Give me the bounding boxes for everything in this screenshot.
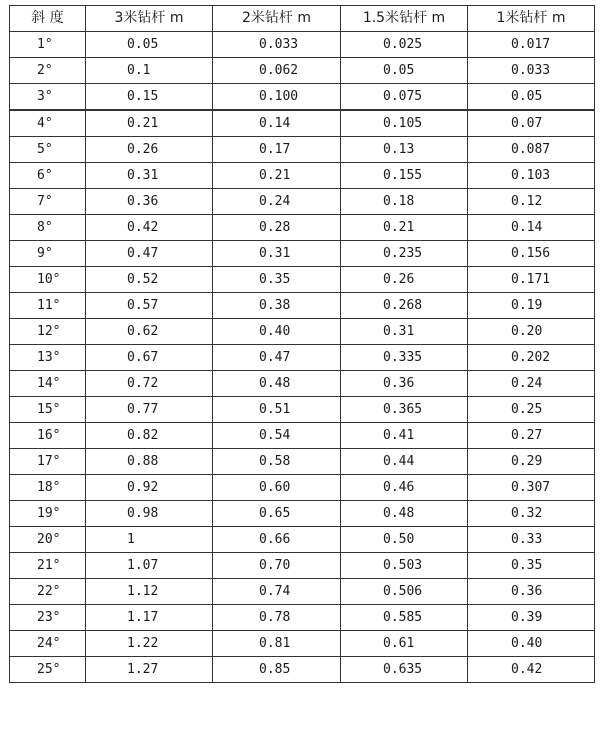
- table-row: [10, 32, 595, 58]
- slope-cell: 15°: [10, 397, 86, 423]
- header-3m-rod: 3米钻杆 m: [86, 6, 213, 32]
- rod-1m-cell: 0.103: [468, 163, 595, 189]
- rod-3m-cell: 1.17: [86, 605, 213, 631]
- table-row: [10, 397, 595, 423]
- rod-2m-cell: 0.14: [213, 110, 341, 137]
- slope-cell: 8°: [10, 215, 86, 241]
- rod-3m-cell: 1.27: [86, 657, 213, 683]
- table-row: [10, 423, 595, 449]
- rod-1m-cell: 0.033: [468, 58, 595, 84]
- table-row: [10, 579, 595, 605]
- slope-cell: 10°: [10, 267, 86, 293]
- table-row: [10, 267, 595, 293]
- table-row: [10, 84, 595, 111]
- table-body: [10, 32, 595, 683]
- rod-1-5m-cell: 0.075: [341, 84, 468, 111]
- rod-2m-cell: 0.70: [213, 553, 341, 579]
- rod-3m-cell: 0.92: [86, 475, 213, 501]
- rod-3m-cell: 0.42: [86, 215, 213, 241]
- rod-3m-cell: 1.07: [86, 553, 213, 579]
- table-row: [10, 241, 595, 267]
- rod-2m-cell: 0.28: [213, 215, 341, 241]
- slope-cell: 7°: [10, 189, 86, 215]
- rod-1m-cell: 0.35: [468, 553, 595, 579]
- table-row: [10, 58, 595, 84]
- rod-3m-cell: 0.05: [86, 32, 213, 58]
- rod-2m-cell: 0.31: [213, 241, 341, 267]
- table-row: [10, 293, 595, 319]
- table-row: [10, 345, 595, 371]
- rod-2m-cell: 0.78: [213, 605, 341, 631]
- rod-1m-cell: 0.27: [468, 423, 595, 449]
- rod-2m-cell: 0.85: [213, 657, 341, 683]
- rod-1m-cell: 0.156: [468, 241, 595, 267]
- rod-3m-cell: 0.21: [86, 110, 213, 137]
- rod-1m-cell: 0.202: [468, 345, 595, 371]
- rod-1-5m-cell: 0.46: [341, 475, 468, 501]
- slope-cell: 16°: [10, 423, 86, 449]
- rod-1m-cell: 0.05: [468, 84, 595, 111]
- rod-3m-cell: 0.26: [86, 137, 213, 163]
- rod-2m-cell: 0.100: [213, 84, 341, 111]
- slope-cell: 20°: [10, 527, 86, 553]
- rod-2m-cell: 0.58: [213, 449, 341, 475]
- table-row: [10, 475, 595, 501]
- header-1-5m-rod: 1.5米钻杆 m: [341, 6, 468, 32]
- rod-1m-cell: 0.307: [468, 475, 595, 501]
- slope-cell: 13°: [10, 345, 86, 371]
- rod-3m-cell: 0.47: [86, 241, 213, 267]
- table-row: [10, 657, 595, 683]
- rod-2m-cell: 0.81: [213, 631, 341, 657]
- header-2m-rod: 2米钻杆 m: [213, 6, 341, 32]
- rod-3m-cell: 0.98: [86, 501, 213, 527]
- rod-1m-cell: 0.12: [468, 189, 595, 215]
- rod-1-5m-cell: 0.335: [341, 345, 468, 371]
- rod-1-5m-cell: 0.268: [341, 293, 468, 319]
- table-row: [10, 137, 595, 163]
- slope-cell: 18°: [10, 475, 86, 501]
- rod-1m-cell: 0.14: [468, 215, 595, 241]
- table-row: [10, 371, 595, 397]
- rod-3m-cell: 0.52: [86, 267, 213, 293]
- slope-table: [9, 5, 595, 683]
- rod-2m-cell: 0.65: [213, 501, 341, 527]
- rod-2m-cell: 0.40: [213, 319, 341, 345]
- slope-cell: 4°: [10, 110, 86, 137]
- rod-2m-cell: 0.48: [213, 371, 341, 397]
- rod-1-5m-cell: 0.105: [341, 110, 468, 137]
- rod-1-5m-cell: 0.50: [341, 527, 468, 553]
- rod-1m-cell: 0.42: [468, 657, 595, 683]
- rod-1-5m-cell: 0.025: [341, 32, 468, 58]
- rod-1m-cell: 0.33: [468, 527, 595, 553]
- rod-3m-cell: 0.57: [86, 293, 213, 319]
- rod-1-5m-cell: 0.05: [341, 58, 468, 84]
- rod-2m-cell: 0.062: [213, 58, 341, 84]
- slope-cell: 14°: [10, 371, 86, 397]
- table-row: [10, 631, 595, 657]
- rod-1m-cell: 0.07: [468, 110, 595, 137]
- rod-1m-cell: 0.171: [468, 267, 595, 293]
- slope-cell: 1°: [10, 32, 86, 58]
- rod-2m-cell: 0.38: [213, 293, 341, 319]
- rod-3m-cell: 0.1: [86, 58, 213, 84]
- slope-cell: 22°: [10, 579, 86, 605]
- slope-cell: 19°: [10, 501, 86, 527]
- rod-1-5m-cell: 0.365: [341, 397, 468, 423]
- rod-1-5m-cell: 0.585: [341, 605, 468, 631]
- rod-3m-cell: 1: [86, 527, 213, 553]
- slope-cell: 12°: [10, 319, 86, 345]
- rod-3m-cell: 0.62: [86, 319, 213, 345]
- rod-2m-cell: 0.66: [213, 527, 341, 553]
- rod-1m-cell: 0.25: [468, 397, 595, 423]
- rod-1m-cell: 0.20: [468, 319, 595, 345]
- rod-1m-cell: 0.40: [468, 631, 595, 657]
- rod-1m-cell: 0.39: [468, 605, 595, 631]
- rod-1-5m-cell: 0.44: [341, 449, 468, 475]
- rod-1-5m-cell: 0.26: [341, 267, 468, 293]
- header-slope: 斜 度: [10, 6, 86, 32]
- table-row: [10, 163, 595, 189]
- rod-1-5m-cell: 0.61: [341, 631, 468, 657]
- rod-1m-cell: 0.087: [468, 137, 595, 163]
- header-1m-rod: 1米钻杆 m: [468, 6, 595, 32]
- slope-cell: 23°: [10, 605, 86, 631]
- table-row: [10, 605, 595, 631]
- rod-1-5m-cell: 0.21: [341, 215, 468, 241]
- rod-2m-cell: 0.51: [213, 397, 341, 423]
- rod-1-5m-cell: 0.18: [341, 189, 468, 215]
- rod-2m-cell: 0.60: [213, 475, 341, 501]
- rod-2m-cell: 0.033: [213, 32, 341, 58]
- table-row: [10, 501, 595, 527]
- table-row: [10, 449, 595, 475]
- slope-cell: 17°: [10, 449, 86, 475]
- rod-1-5m-cell: 0.635: [341, 657, 468, 683]
- rod-2m-cell: 0.54: [213, 423, 341, 449]
- rod-1-5m-cell: 0.155: [341, 163, 468, 189]
- rod-3m-cell: 0.88: [86, 449, 213, 475]
- table-row: [10, 527, 595, 553]
- rod-3m-cell: 0.15: [86, 84, 213, 111]
- slope-cell: 5°: [10, 137, 86, 163]
- rod-1m-cell: 0.29: [468, 449, 595, 475]
- table-row: [10, 110, 595, 137]
- rod-3m-cell: 0.77: [86, 397, 213, 423]
- slope-cell: 25°: [10, 657, 86, 683]
- rod-1-5m-cell: 0.31: [341, 319, 468, 345]
- slope-cell: 24°: [10, 631, 86, 657]
- table-row: [10, 215, 595, 241]
- rod-2m-cell: 0.35: [213, 267, 341, 293]
- slope-cell: 11°: [10, 293, 86, 319]
- table-row: [10, 553, 595, 579]
- slope-cell: 21°: [10, 553, 86, 579]
- rod-1-5m-cell: 0.506: [341, 579, 468, 605]
- table-row: [10, 319, 595, 345]
- rod-1m-cell: 0.32: [468, 501, 595, 527]
- rod-2m-cell: 0.24: [213, 189, 341, 215]
- rod-1m-cell: 0.017: [468, 32, 595, 58]
- slope-cell: 3°: [10, 84, 86, 111]
- rod-1m-cell: 0.24: [468, 371, 595, 397]
- rod-3m-cell: 0.36: [86, 189, 213, 215]
- rod-2m-cell: 0.74: [213, 579, 341, 605]
- rod-3m-cell: 0.72: [86, 371, 213, 397]
- rod-2m-cell: 0.21: [213, 163, 341, 189]
- rod-1-5m-cell: 0.48: [341, 501, 468, 527]
- header-row: [10, 6, 595, 32]
- rod-1-5m-cell: 0.503: [341, 553, 468, 579]
- rod-1m-cell: 0.19: [468, 293, 595, 319]
- slope-cell: 2°: [10, 58, 86, 84]
- rod-1m-cell: 0.36: [468, 579, 595, 605]
- rod-2m-cell: 0.17: [213, 137, 341, 163]
- rod-2m-cell: 0.47: [213, 345, 341, 371]
- slope-cell: 6°: [10, 163, 86, 189]
- rod-1-5m-cell: 0.41: [341, 423, 468, 449]
- rod-3m-cell: 1.12: [86, 579, 213, 605]
- rod-1-5m-cell: 0.36: [341, 371, 468, 397]
- rod-3m-cell: 0.31: [86, 163, 213, 189]
- rod-3m-cell: 0.82: [86, 423, 213, 449]
- rod-1-5m-cell: 0.13: [341, 137, 468, 163]
- table-row: [10, 189, 595, 215]
- slope-cell: 9°: [10, 241, 86, 267]
- rod-3m-cell: 1.22: [86, 631, 213, 657]
- rod-1-5m-cell: 0.235: [341, 241, 468, 267]
- rod-3m-cell: 0.67: [86, 345, 213, 371]
